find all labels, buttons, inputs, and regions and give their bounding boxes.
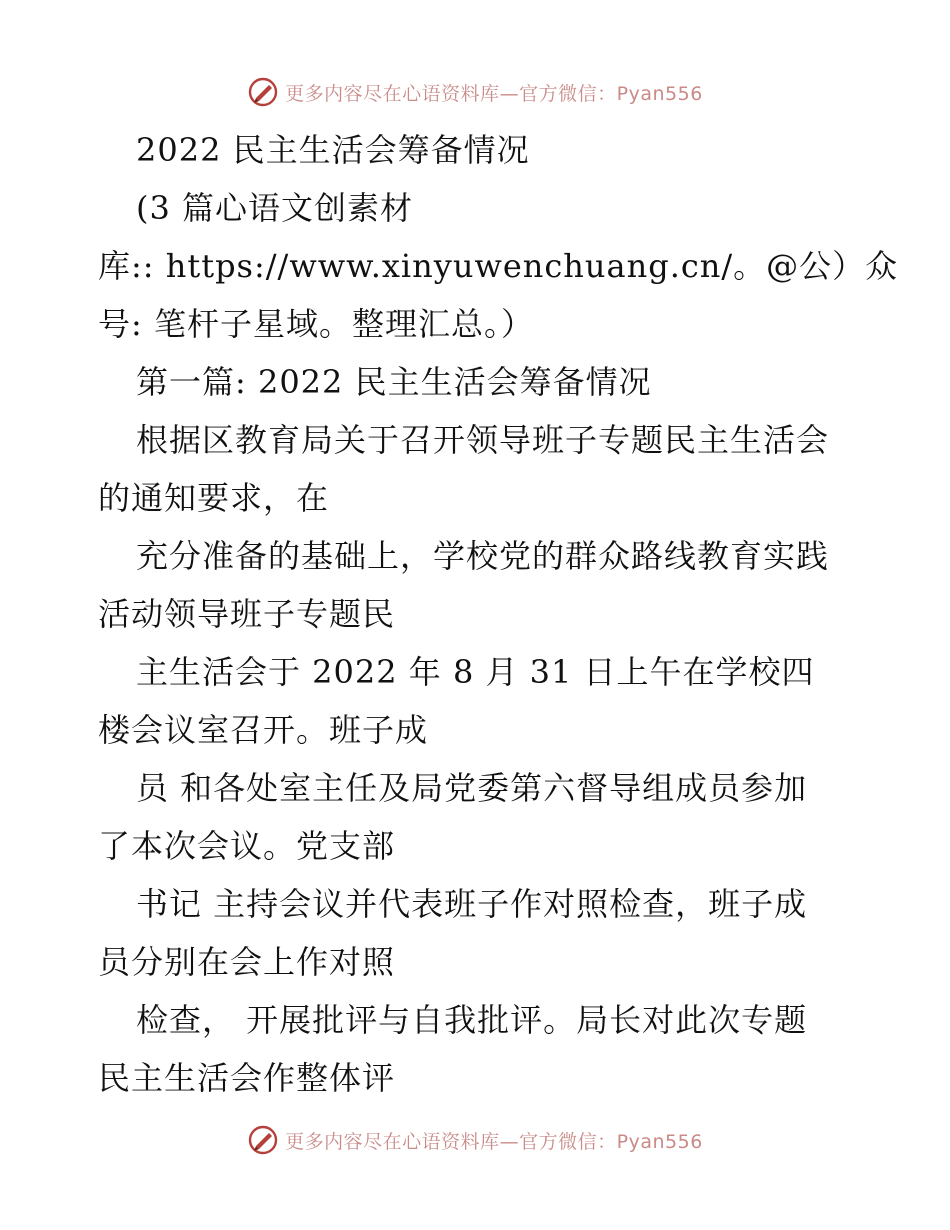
text-line: 楼会议室召开。班子成: [98, 711, 429, 749]
document-title: 2022 民主生活会筹备情况: [136, 131, 530, 169]
text-line: 员分别在会上作对照: [98, 943, 396, 981]
header-banner: [0, 72, 950, 112]
text-line: 主生活会于 2022 年 8 月 31 日上午在学校四: [136, 653, 815, 691]
brand-logo-icon: [247, 1124, 279, 1156]
text-line: 库:: https://www.xinyuwenchuang.cn/。@公）众: [98, 247, 899, 285]
header-banner-text: 更多内容尽在心语资料库—官方微信：Pyan556: [285, 82, 703, 105]
text-line: 根据区教育局关于召开领导班子专题民主生活会: [136, 421, 830, 459]
text-line: 号: 笔杆子星域。整理汇总。）: [98, 305, 534, 343]
text-line: 员 和各处室主任及局党委第六督导组成员参加: [136, 769, 808, 807]
text-line: (3 篇心语文创素材: [136, 189, 414, 227]
brand-logo-icon: [247, 76, 279, 108]
text-line: 充分准备的基础上，学校党的群众路线教育实践: [136, 537, 830, 575]
section-heading: 第一篇: 2022 民主生活会筹备情况: [136, 363, 652, 401]
text-line: 的通知要求，在: [98, 479, 330, 517]
footer-banner-text: 更多内容尽在心语资料库—官方微信：Pyan556: [285, 1130, 703, 1153]
text-line: 活动领导班子专题民: [98, 595, 396, 633]
text-line: 书记 主持会议并代表班子作对照检查，班子成: [136, 885, 808, 923]
footer-banner: [0, 1120, 950, 1160]
text-line: 民主生活会作整体评: [98, 1059, 396, 1097]
text-line: 检查， 开展批评与自我批评。局长对此次专题: [136, 1001, 808, 1039]
text-line: 了本次会议。党支部: [98, 827, 396, 865]
